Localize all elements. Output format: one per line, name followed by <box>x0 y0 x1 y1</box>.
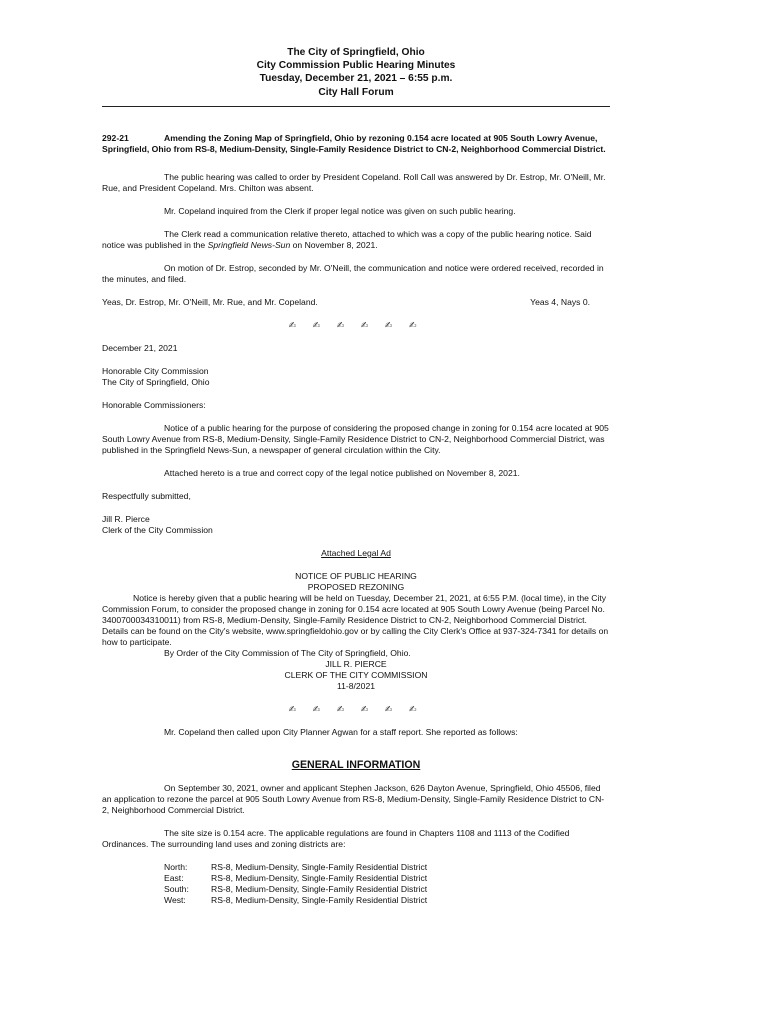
surrounding-zoning-list <box>164 862 610 906</box>
legal-ad-heading: Attached Legal Ad <box>321 547 391 558</box>
vote-tally: Yeas 4, Nays 0. <box>530 296 590 307</box>
zoning-row <box>164 873 610 884</box>
zoning-row <box>164 862 610 873</box>
general-information-heading: GENERAL INFORMATION <box>291 758 421 771</box>
letter-signature <box>102 514 610 536</box>
vote-names: Yeas, Dr. Estrop, Mr. O'Neill, Mr. Rue, and Mr. Copeland. <box>102 296 318 307</box>
letter-closing: Respectfully submitted, <box>102 490 191 501</box>
letter-salutation: Honorable Commissioners: <box>102 399 206 410</box>
address-line-1: Honorable City Commission <box>102 365 209 376</box>
header-line-1: The City of Springfield, Ohio <box>287 47 425 58</box>
zoning-direction: North: <box>164 861 188 872</box>
zoning-direction: South: <box>164 883 189 894</box>
legal-ad-order: By Order of the City Commission of The City of Springfield, Ohio. <box>164 647 411 658</box>
section-ornament-2: ✍ ✍ ✍ ✍ ✍ ✍ <box>288 703 424 714</box>
signature-title: Clerk of the City Commission <box>102 524 213 535</box>
paragraph-legal-notice: Mr. Copeland inquired from the Clerk if proper legal notice was given on such public hearing. <box>164 205 516 216</box>
legal-ad-signature <box>102 659 610 692</box>
paragraph-clerk-read <box>102 229 610 251</box>
zoning-district: RS-8, Medium-Density, Single-Family Residential District <box>211 883 428 894</box>
paragraph-roll-call: The public hearing was called to order by President Copeland. Roll Call was answered by Dr. Estrop, Mr. O'Neill, Mr. Rue, and President Copeland. Mrs. Chilton was absent. <box>102 171 606 193</box>
legal-ad-title <box>102 571 610 593</box>
general-info-paragraph-2: The site size is 0.154 acre. The applicable regulations are found in Chapters 1108 and 1113 of the Codified Ordinances. The surrounding land uses and zoning districts are: <box>102 827 570 849</box>
letter-address <box>102 366 610 388</box>
letter-date: December 21, 2021 <box>102 342 178 353</box>
zoning-row <box>164 895 610 906</box>
legal-ad-clerk-title: CLERK OF THE CITY COMMISSION <box>284 669 428 680</box>
zoning-district: RS-8, Medium-Density, Single-Family Residential District <box>211 894 428 905</box>
general-info-paragraph-1: On September 30, 2021, owner and applicant Stephen Jackson, 626 Dayton Avenue, Springfield, Ohio 45506, filed an application to rezone the parcel at 905 South Lowry Avenue from RS-8, Medium-Density, Single-Family Residence District to CN-2, Neighborhood Commercial District. <box>102 782 605 815</box>
header-line-3: Tuesday, December 21, 2021 – 6:55 p.m. <box>259 73 453 85</box>
letter-body-1: Notice of a public hearing for the purpose of considering the proposed change in zoning for 0.154 acre located at 905 South Lowry Avenue from RS-8, Medium-Density, Single-Family Residence District to CN-2, Neighborhood Commercial District, was published in the Springfield News-Sun, a newspaper of general circulation within the City. <box>102 422 609 455</box>
section-ornament: ✍ ✍ ✍ ✍ ✍ ✍ <box>288 319 424 330</box>
address-line-2: The City of Springfield, Ohio <box>102 376 210 387</box>
header-line-4: City Hall Forum <box>318 86 394 98</box>
zoning-district: RS-8, Medium-Density, Single-Family Residential District <box>211 861 428 872</box>
letter-body-2: Attached hereto is a true and correct copy of the legal notice published on November 8, 2021. <box>164 467 520 478</box>
zoning-direction: East: <box>164 872 184 883</box>
legal-ad-body: Notice is hereby given that a public hearing will be held on Tuesday, December 21, 2021, at 6:55 P.M. (local time), in the City Commission Forum, to consider the proposed change in zoning for 0.154 acre located at 905 South Lowry Avenue (being Parcel No. 3400700034310011) from RS-8, Medium-Density, Single-Family Residence District to CN-2, Neighborhood Commercial District. Details can be found on the City's website, www.springfieldohio.gov or by calling the City Clerk's Office at 937-324-7341 for details on how to participate. <box>102 592 609 647</box>
legal-ad-date: 11-8/2021 <box>336 680 376 691</box>
staff-report-intro: Mr. Copeland then called upon City Planner Agwan for a staff report. She reported as follows: <box>164 726 518 737</box>
legal-ad-title-1: NOTICE OF PUBLIC HEARING <box>295 570 417 581</box>
header-line-2: City Commission Public Hearing Minutes <box>256 60 456 72</box>
paragraph-motion: On motion of Dr. Estrop, seconded by Mr. O'Neill, the communication and notice were ordered received, recorded in the minutes, and filed. <box>102 262 604 284</box>
p3-newspaper: Springfield News-Sun <box>207 239 291 250</box>
item-number: 292-21 <box>102 132 129 143</box>
signature-name: Jill R. Pierce <box>102 513 150 524</box>
legal-ad-clerk: JILL R. PIERCE <box>325 658 387 669</box>
document-page <box>102 46 610 906</box>
zoning-row <box>164 884 610 895</box>
header-divider <box>102 106 610 107</box>
document-header <box>102 46 610 99</box>
zoning-district: RS-8, Medium-Density, Single-Family Residential District <box>211 872 428 883</box>
zoning-direction: West: <box>164 894 186 905</box>
vote-line <box>102 297 610 308</box>
legal-ad-title-2: PROPOSED REZONING <box>307 581 405 592</box>
p3-text-b: on November 8, 2021. <box>290 239 378 250</box>
p3-text-a: The Clerk read a communication relative thereto, attached to which was a copy of the public hearing notice. Said notice was published in the <box>102 228 592 250</box>
item-title: Amending the Zoning Map of Springfield, Ohio by rezoning 0.154 acre located at 905 South Lowry Avenue, Springfield, Ohio from RS-8, Medium-Density, Single-Family Residence District to CN-2, Neighborhood Commercial District. <box>102 132 606 154</box>
agenda-item <box>102 133 610 155</box>
